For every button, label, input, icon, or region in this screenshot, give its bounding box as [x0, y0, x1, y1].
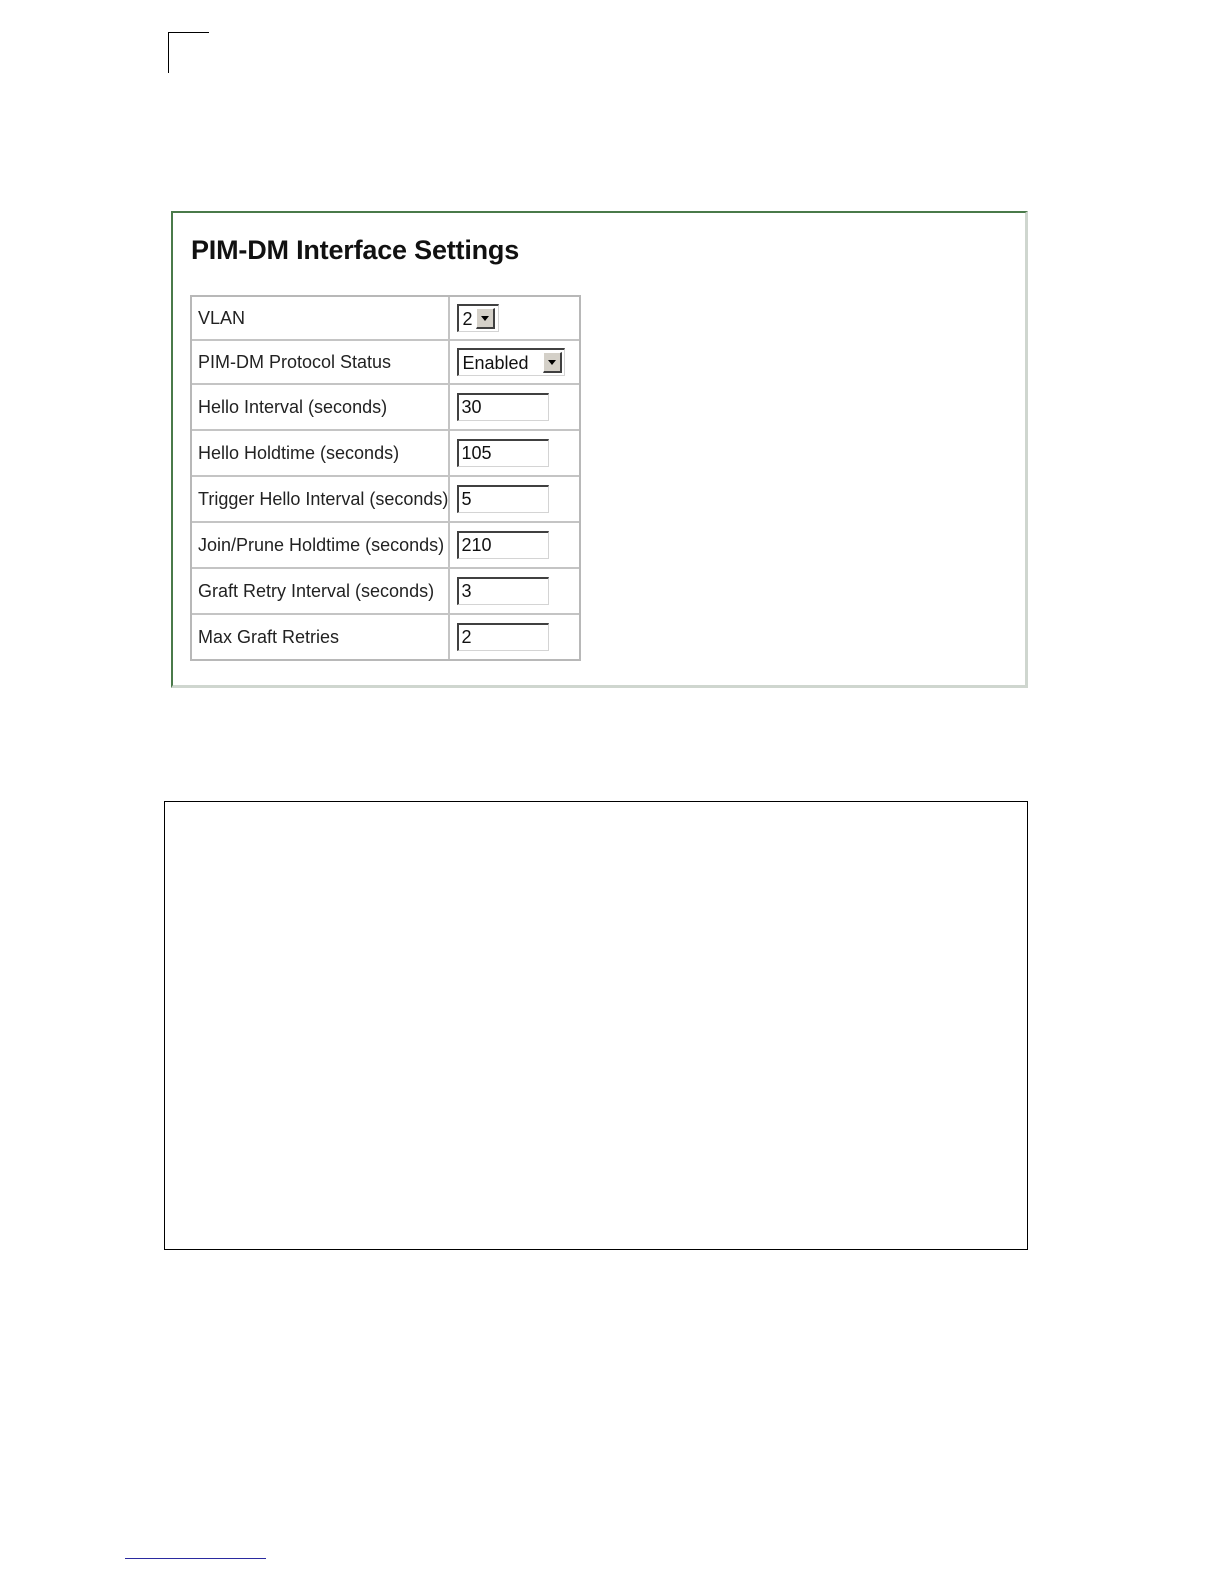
- hello-interval-input[interactable]: 30: [457, 393, 549, 421]
- chevron-down-icon[interactable]: [476, 308, 495, 329]
- protocol-status-select[interactable]: [457, 348, 565, 376]
- vlan-select-value: 2: [462, 308, 473, 329]
- settings-table: [190, 295, 581, 661]
- join-prune-holdtime-input[interactable]: 210: [457, 531, 549, 559]
- chevron-down-icon[interactable]: [543, 352, 562, 373]
- table-row: [192, 341, 579, 385]
- table-row: [192, 477, 579, 523]
- table-row: [192, 523, 579, 569]
- trigger-hello-interval-input[interactable]: 5: [457, 485, 549, 513]
- trigger-hello-interval-label: Trigger Hello Interval (seconds): [192, 477, 450, 523]
- join-prune-holdtime-label: Join/Prune Holdtime (seconds): [192, 523, 450, 569]
- vlan-select[interactable]: [457, 304, 499, 332]
- page-title: PIM-DM Interface Settings: [191, 235, 520, 265]
- protocol-status-select-value: Enabled: [462, 352, 529, 373]
- empty-figure-box: [164, 801, 1028, 1250]
- max-graft-retries-label: Max Graft Retries: [192, 615, 450, 659]
- hello-holdtime-label: Hello Holdtime (seconds): [192, 431, 450, 477]
- max-graft-retries-input[interactable]: 2: [457, 623, 549, 651]
- hello-interval-label: Hello Interval (seconds): [192, 385, 450, 431]
- graft-retry-interval-label: Graft Retry Interval (seconds): [192, 569, 450, 615]
- graft-retry-interval-input[interactable]: 3: [457, 577, 549, 605]
- table-row: [192, 385, 579, 431]
- table-row: [192, 569, 579, 615]
- footer-rule: [125, 1558, 266, 1559]
- pim-dm-interface-settings-panel: [171, 211, 1028, 688]
- crop-mark: [168, 32, 209, 73]
- table-row: [192, 297, 579, 341]
- hello-holdtime-input[interactable]: 105: [457, 439, 549, 467]
- protocol-status-label: PIM-DM Protocol Status: [192, 341, 450, 385]
- table-row: [192, 431, 579, 477]
- vlan-label: VLAN: [192, 297, 450, 341]
- table-row: [192, 615, 579, 659]
